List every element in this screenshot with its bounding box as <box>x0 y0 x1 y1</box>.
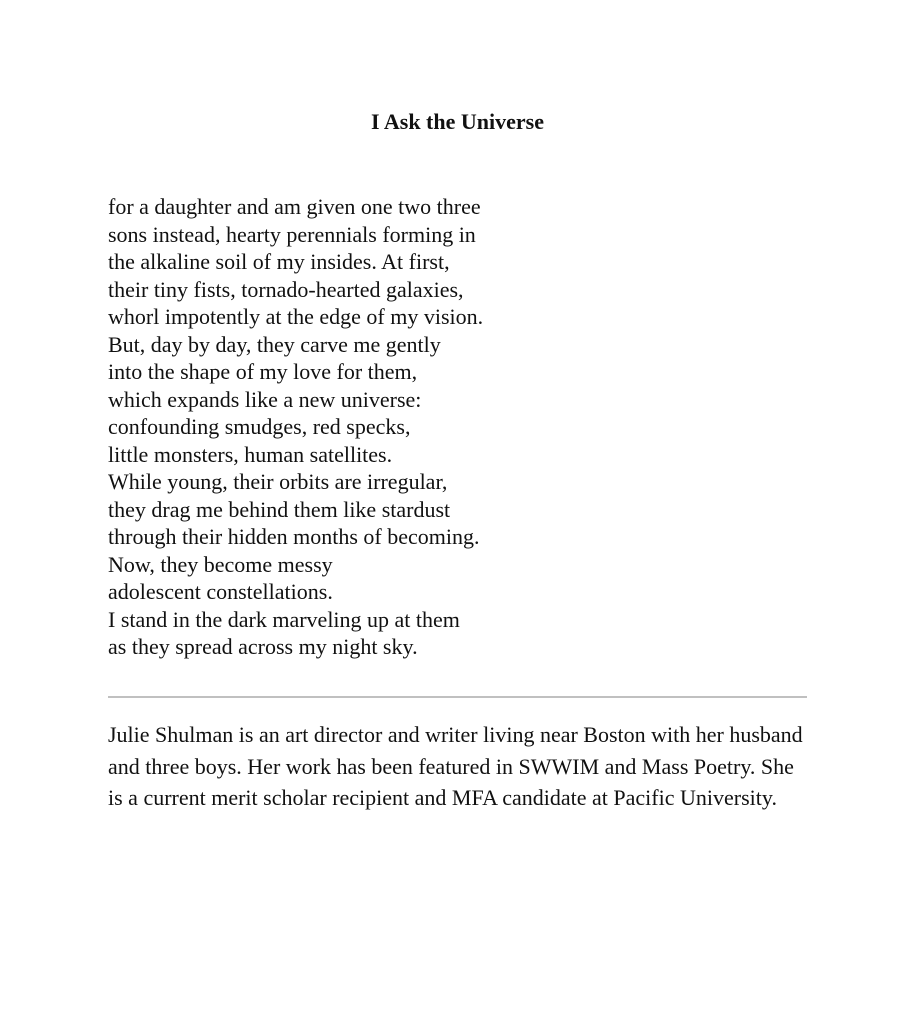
poem-line: adolescent constellations. <box>108 579 333 604</box>
poem-line: for a daughter and am given one two three <box>108 194 481 219</box>
poem-line: which expands like a new universe: <box>108 386 422 412</box>
author-bio: Julie Shulman is an art director and writer living near Boston with her husband and three boys. Her work has been featured in SWWIM and Mass Poetry. She is a current merit scholar recipient and MFA candidate at Pacific University. <box>108 722 803 811</box>
poem-line: sons instead, hearty perennials forming in <box>108 221 476 247</box>
poem-body <box>108 193 807 661</box>
poem-line: as they spread across my night sky. <box>108 634 418 659</box>
poem-line: through their hidden months of becoming. <box>108 524 480 549</box>
poem-line: little monsters, human satellites. <box>108 441 393 467</box>
poem-line: their tiny fists, tornado-hearted galaxies, <box>108 276 464 302</box>
poem-line: they drag me behind them like stardust <box>108 496 451 522</box>
poem-line: While young, their orbits are irregular, <box>108 469 448 494</box>
poem-line: Now, they become messy <box>108 551 333 577</box>
poem-line: I stand in the dark marveling up at them <box>108 606 460 632</box>
poem-title: I Ask the Universe <box>371 109 544 134</box>
poem-line: whorl impotently at the edge of my vision. <box>108 304 484 329</box>
section-divider <box>108 696 807 698</box>
poem-line: But, day by day, they carve me gently <box>108 331 441 357</box>
poem-line: confounding smudges, red specks, <box>108 414 411 439</box>
poem-line: into the shape of my love for them, <box>108 359 418 384</box>
poem-line: the alkaline soil of my insides. At first, <box>108 249 450 274</box>
